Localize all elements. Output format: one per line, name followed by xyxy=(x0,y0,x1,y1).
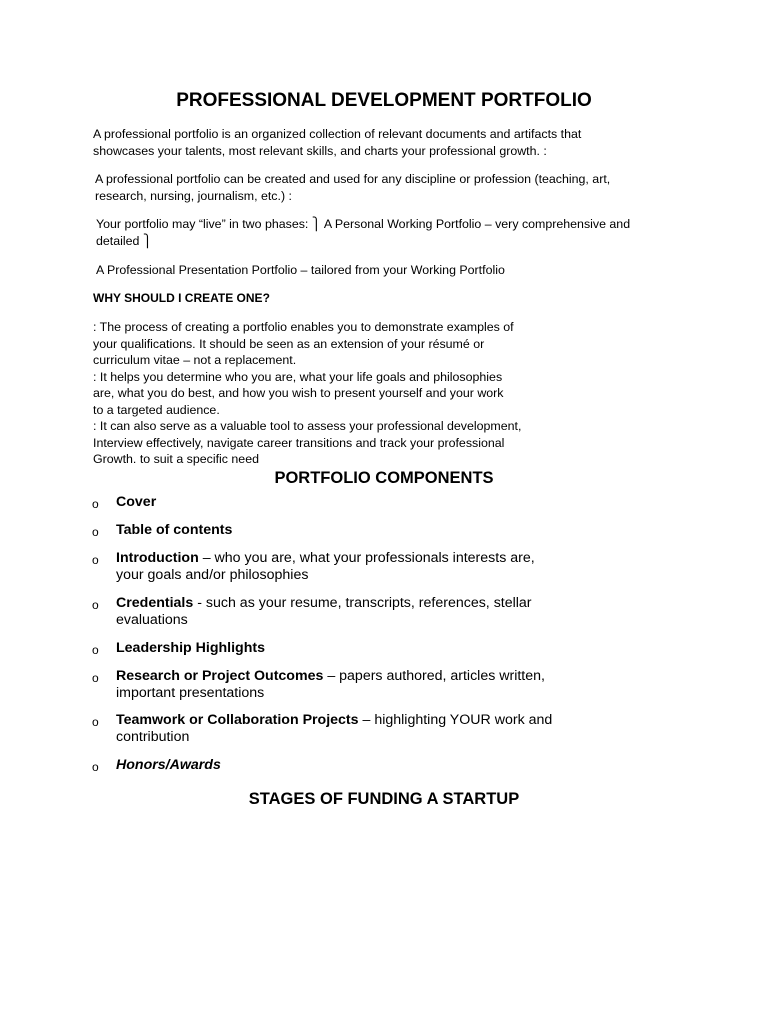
item-bold: Leadership Highlights xyxy=(116,640,265,656)
intro-p3-line1: Your portfolio may “live” in two phases: ⎫ A Personal Working Portfolio – very comprehensive and xyxy=(96,217,631,231)
bullet-icon: o xyxy=(92,497,99,511)
bullet-icon: o xyxy=(92,643,99,657)
item-bold: Research or Project Outcomes xyxy=(116,668,324,684)
bullet-icon: o xyxy=(92,525,99,539)
intro-p3-line2: detailed ⎫ xyxy=(96,233,153,248)
item-rest: – highlighting YOUR work and xyxy=(358,712,553,728)
why-heading: WHY SHOULD I CREATE ONE? xyxy=(93,291,270,305)
intro-paragraph-1 xyxy=(93,126,683,159)
intro-paragraph-4: A Professional Presentation Portfolio – tailored from your Working Portfolio xyxy=(96,263,505,277)
bullet-icon: o xyxy=(92,671,99,685)
item-bold: Honors/Awards xyxy=(116,757,221,773)
bullet-icon: o xyxy=(92,715,99,729)
item-line2: your goals and/or philosophies xyxy=(116,567,309,583)
why-line: Growth. to suit a specific need xyxy=(93,452,259,466)
why-line: : The process of creating a portfolio enables you to demonstrate examples of xyxy=(93,320,514,334)
stages-heading: STAGES OF FUNDING A STARTUP xyxy=(248,790,520,808)
intro-p1-line1: A professional portfolio is an organized collection of relevant documents and artifacts that xyxy=(93,127,582,141)
why-line: your qualifications. It should be seen as an extension of your résumé or xyxy=(93,336,485,351)
intro-paragraph-3 xyxy=(96,216,676,249)
item-bold: Introduction xyxy=(116,550,199,566)
why-line: Interview effectively, navigate career transitions and track your professional xyxy=(93,435,505,450)
why-line: are, what you do best, and how you wish to present yourself and your work xyxy=(93,386,504,400)
item-line2: evaluations xyxy=(116,612,188,628)
components-heading: PORTFOLIO COMPONENTS xyxy=(274,469,494,487)
item-bold: Table of contents xyxy=(116,522,233,538)
item-bold: Credentials xyxy=(116,595,194,611)
why-line: : It can also serve as a valuable tool to assess your professional development, xyxy=(93,419,522,433)
page-title: PROFESSIONAL DEVELOPMENT PORTFOLIO xyxy=(176,90,592,111)
item-line2: important presentations xyxy=(116,685,265,701)
intro-p2-line1: A professional portfolio can be created and used for any discipline or profession (teaching, art, xyxy=(95,172,611,186)
item-bold: Cover xyxy=(116,494,157,510)
item-line2: contribution xyxy=(116,729,190,745)
why-line: curriculum vitae – not a replacement. xyxy=(93,353,297,367)
intro-paragraph-2 xyxy=(95,171,685,204)
item-rest: - such as your resume, transcripts, references, stellar xyxy=(193,595,532,611)
why-line: to a targeted audience. xyxy=(93,402,220,417)
why-body xyxy=(93,319,553,468)
bullet-icon: o xyxy=(92,553,99,567)
item-rest: – who you are, what your professionals interests are, xyxy=(198,550,535,566)
bullet-icon: o xyxy=(92,760,99,774)
item-rest: – papers authored, articles written, xyxy=(323,668,545,684)
why-line: : It helps you determine who you are, what your life goals and philosophies xyxy=(93,369,503,384)
intro-p1-line2: showcases your talents, most relevant skills, and charts your professional growth. : xyxy=(93,143,547,158)
item-bold: Teamwork or Collaboration Projects xyxy=(116,712,359,728)
bullet-icon: o xyxy=(92,598,99,612)
intro-p2-line2: research, nursing, journalism, etc.) : xyxy=(95,188,292,203)
